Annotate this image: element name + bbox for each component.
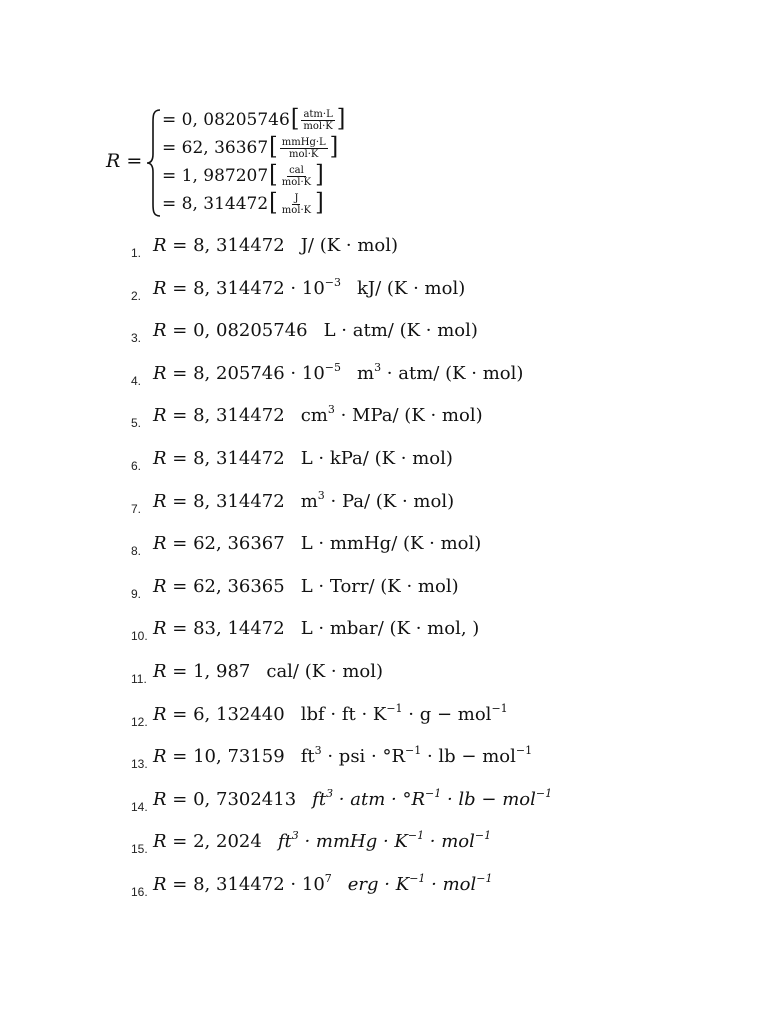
item-number: 9. xyxy=(131,586,142,601)
unit-text: m xyxy=(357,362,375,384)
list-item xyxy=(0,788,768,818)
formula xyxy=(153,788,552,812)
unit-exponent: 3 xyxy=(327,403,335,417)
r-symbol: R xyxy=(153,320,167,342)
unit-text: erg · K xyxy=(347,874,410,895)
unit-text: L · mmHg/ (K · mol) xyxy=(300,533,482,555)
list-item xyxy=(0,660,768,690)
formula-value: = 0, 7302413 xyxy=(172,788,297,810)
formula xyxy=(153,532,481,556)
list-item xyxy=(0,703,768,733)
formula-value: = 8, 205746 · 10 xyxy=(172,362,325,384)
formula xyxy=(153,575,459,599)
formula-unit xyxy=(301,448,453,469)
formula-unit xyxy=(301,235,398,256)
formula-value: = 62, 36365 xyxy=(172,575,285,597)
unit-text: · psi · °R xyxy=(321,746,406,768)
formula-unit xyxy=(301,533,482,554)
formula-value: = 8, 314472 · 10 xyxy=(172,874,325,895)
unit-exponent: −1 xyxy=(405,744,422,758)
unit-exponent: −1 xyxy=(515,744,533,758)
fraction-numerator: mmHg·L xyxy=(281,136,326,148)
list-item xyxy=(0,873,768,903)
formula-unit xyxy=(357,278,465,299)
formula-value: = 8, 314472 xyxy=(172,235,285,256)
formula-unit xyxy=(301,618,480,639)
r-symbol: R xyxy=(106,150,121,172)
formula-value: = 8, 314472 xyxy=(172,490,285,512)
unit-exponent: 3 xyxy=(326,786,334,800)
formula xyxy=(153,660,383,684)
item-number: 8. xyxy=(131,544,142,559)
unit-text: L · kPa/ (K · mol) xyxy=(300,448,453,469)
unit-text: ft xyxy=(277,831,292,853)
unit-text: · lb − mol xyxy=(421,746,516,768)
item-number: 3. xyxy=(131,331,142,346)
unit-text: cal/ (K · mol) xyxy=(266,661,384,682)
formula-unit xyxy=(312,786,553,810)
item-number: 15. xyxy=(131,842,148,857)
formula-value: = 8, 314472 xyxy=(172,405,285,427)
item-number: 10. xyxy=(131,629,148,644)
header-row: = 8, 314472 [ $\frac{J}{\text{mol·K}}$ ] xyxy=(162,189,324,218)
unit-exponent: −1 xyxy=(386,701,403,715)
unit-text: L · mbar/ (K · mol, ) xyxy=(300,618,480,640)
formula-value: = 0, 08205746 xyxy=(172,320,308,342)
item-number: 16. xyxy=(131,885,148,899)
r-symbol: R xyxy=(153,746,167,768)
list-item xyxy=(0,745,768,775)
fraction-numerator: J xyxy=(294,192,299,204)
unit-text: · Pa/ (K · mol) xyxy=(324,490,455,512)
unit-text: ft xyxy=(312,788,327,810)
formula-unit xyxy=(348,874,493,895)
item-number: 12. xyxy=(131,714,148,729)
r-symbol: R xyxy=(153,277,167,299)
unit-text: ft xyxy=(300,746,315,768)
fraction-denominator: mol·K xyxy=(303,120,333,132)
formula-value: = 1, 987 xyxy=(172,661,251,682)
formula-unit xyxy=(278,831,491,852)
formula xyxy=(153,234,398,258)
item-number: 5. xyxy=(131,416,142,431)
r-symbol: R xyxy=(153,874,167,895)
formula xyxy=(153,490,454,514)
list-item xyxy=(0,447,768,477)
list-item xyxy=(0,830,768,860)
item-number: 4. xyxy=(131,373,142,388)
unit-text: · lb − mol xyxy=(441,788,536,810)
formula xyxy=(153,617,479,641)
list-item xyxy=(0,490,768,520)
formula-value: = 6, 132440 xyxy=(172,703,285,725)
formula xyxy=(153,830,491,854)
list-item xyxy=(0,319,768,349)
list-item xyxy=(0,617,768,647)
unit-exponent: −1 xyxy=(409,872,426,885)
r-symbol: R xyxy=(153,490,167,512)
unit-exponent: −1 xyxy=(535,786,553,800)
formula-unit xyxy=(300,701,508,725)
r-symbol: R xyxy=(153,788,167,810)
header-row: = 1, 987207 [ $\frac{\text{cal}}{\text{mol·K}}$ ] xyxy=(162,161,324,190)
fraction-denominator: mol·K xyxy=(289,148,319,160)
formula-value: = 2, 2024 xyxy=(172,831,262,853)
unit-exponent: 3 xyxy=(314,744,322,758)
unit-text: · mol xyxy=(424,831,475,853)
item-number: 11. xyxy=(131,672,147,686)
r-symbol: R xyxy=(153,235,167,256)
item-number: 2. xyxy=(131,288,142,303)
unit-text: lbf · ft · K xyxy=(300,703,387,725)
unit-exponent: −1 xyxy=(425,786,442,800)
unit-text: kJ/ (K · mol) xyxy=(357,277,466,299)
list-item xyxy=(0,575,768,605)
list-item xyxy=(0,234,768,264)
formula xyxy=(153,319,478,343)
formula-value: = 8, 314472 · 10 xyxy=(172,277,325,299)
item-number: 7. xyxy=(131,501,142,516)
r-symbol: R xyxy=(153,448,167,469)
formula xyxy=(153,277,465,301)
exponent: 7 xyxy=(324,872,332,885)
formula xyxy=(153,447,453,471)
fraction-denominator: mol·K xyxy=(281,204,312,216)
exponent: −3 xyxy=(324,275,341,289)
unit-text: cm xyxy=(300,405,328,427)
item-number: 13. xyxy=(131,757,148,772)
formula-unit xyxy=(301,405,483,426)
exponent: −5 xyxy=(324,360,341,374)
formula xyxy=(153,873,492,897)
formula xyxy=(153,404,483,428)
list-item xyxy=(0,277,768,307)
formula-unit xyxy=(357,360,524,384)
unit-text: · mmHg · K xyxy=(298,831,408,853)
unit-exponent: −1 xyxy=(476,872,493,885)
unit-exponent: −1 xyxy=(491,701,508,715)
header-value: = 0, 08205746 xyxy=(162,110,290,130)
formula xyxy=(153,745,532,769)
unit-exponent: 3 xyxy=(374,360,382,374)
formula-value: = 62, 36367 xyxy=(172,533,285,555)
unit-exponent: 3 xyxy=(317,488,325,502)
unit-text: · atm/ (K · mol) xyxy=(381,362,524,384)
unit-text: m xyxy=(300,490,318,512)
item-number: 14. xyxy=(131,799,148,814)
formula-unit xyxy=(324,320,478,341)
item-number: 1. xyxy=(131,246,142,260)
header-row: = 0, 08205746 [ $\frac{\text{atm·L}}{\text{mol·K}}$ ] xyxy=(162,105,346,134)
r-symbol: R xyxy=(153,831,167,853)
unit-text: · atm · °R xyxy=(333,788,425,810)
formula xyxy=(153,362,523,386)
r-symbol: R xyxy=(153,405,167,427)
list-item xyxy=(0,532,768,562)
unit-text: · MPa/ (K · mol) xyxy=(334,405,483,427)
formula-value: = 8, 314472 xyxy=(172,448,285,469)
header-value: = 62, 36367 xyxy=(162,138,269,158)
unit-exponent: −1 xyxy=(407,829,425,843)
unit-text: J/ (K · mol) xyxy=(300,235,399,256)
header-row: = 62, 36367 [ $\frac{\text{mmHg·L}}{\text{mol·K}}$ ] xyxy=(162,133,339,162)
formula-unit xyxy=(301,576,459,597)
formula-value: = 83, 14472 xyxy=(172,618,285,640)
formula-value: = 10, 73159 xyxy=(172,746,285,768)
unit-exponent: 3 xyxy=(291,829,299,843)
item-number: 6. xyxy=(131,459,142,473)
list-item xyxy=(0,362,768,392)
unit-text: · g − mol xyxy=(402,703,492,725)
unit-text: L · Torr/ (K · mol) xyxy=(300,575,459,597)
header-lhs: R = xyxy=(106,150,143,172)
formula-unit xyxy=(266,661,383,682)
unit-text: L · atm/ (K · mol) xyxy=(323,320,478,342)
r-symbol: R xyxy=(153,533,167,555)
formula-unit xyxy=(300,488,455,512)
r-symbol: R xyxy=(153,661,167,682)
r-symbol: R xyxy=(153,703,167,725)
header-value: = 1, 987207 xyxy=(162,166,269,186)
formula-unit xyxy=(301,746,532,767)
fraction-numerator: cal xyxy=(289,164,304,176)
fraction-denominator: mol·K xyxy=(281,176,312,188)
header-value: = 8, 314472 xyxy=(162,194,269,214)
r-symbol: R xyxy=(153,618,167,640)
list-item xyxy=(0,404,768,434)
fraction-numerator: atm·L xyxy=(303,108,333,120)
formula xyxy=(153,703,508,727)
r-symbol: R xyxy=(153,575,167,597)
unit-exponent: −1 xyxy=(474,829,492,843)
unit-text: · mol xyxy=(425,874,477,895)
r-symbol: R xyxy=(153,362,167,384)
